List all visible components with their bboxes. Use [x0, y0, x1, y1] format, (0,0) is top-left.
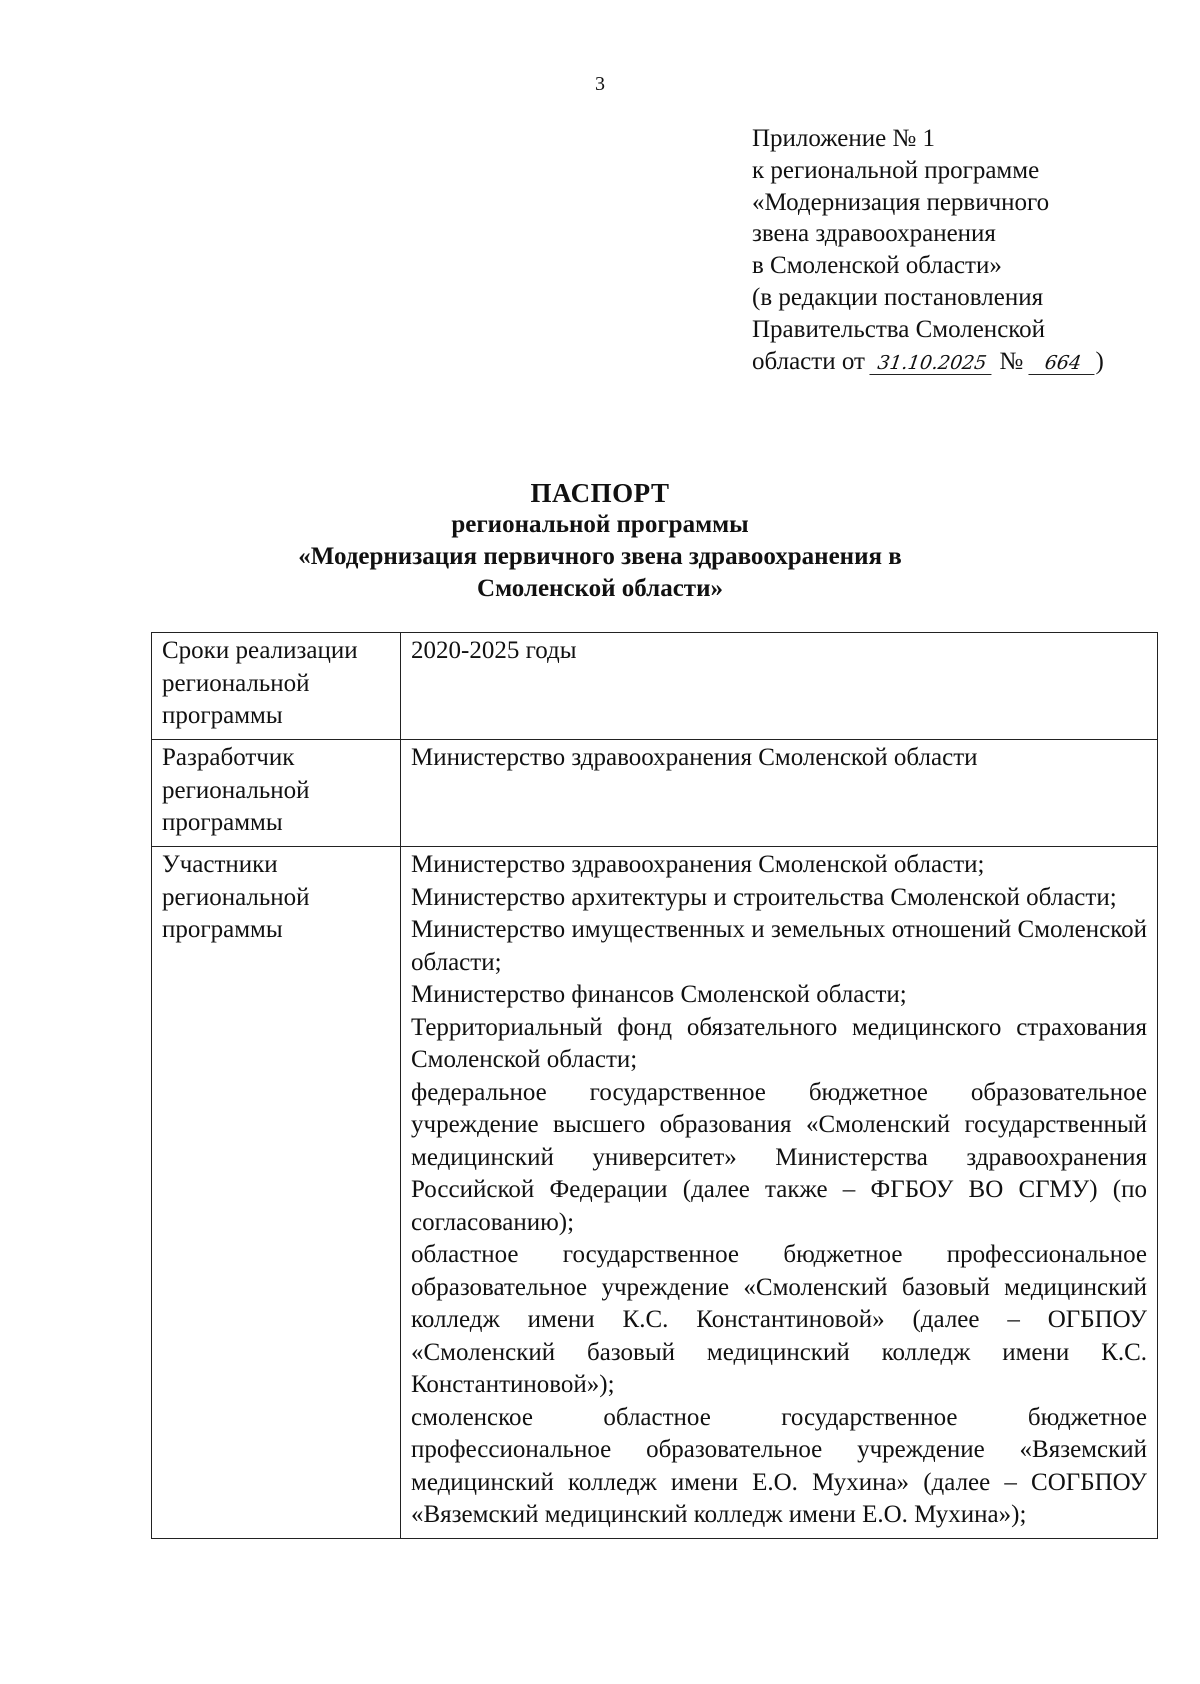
document-title [200, 477, 1000, 605]
appendix-line: звена здравоохранения [752, 220, 996, 248]
row-value-item: Министерство здравоохранения Смоленской области [411, 744, 978, 771]
row-value [401, 740, 1158, 847]
appendix-line: «Модернизация первичного [752, 188, 1050, 216]
participant-item: Министерство имущественных и земельных отношений Смоленской области; [411, 916, 1147, 976]
appendix-date-line [752, 346, 1172, 378]
appendix-line: Правительства Смоленской [752, 315, 1046, 343]
appendix-line: (в редакции постановления [752, 283, 1044, 311]
row-label: Участники региональной программы [152, 847, 401, 1539]
appendix-line: Приложение № 1 [752, 125, 936, 152]
row-label: Разработчик региональной программы [152, 740, 401, 847]
title-line-2: региональной программы [451, 511, 749, 538]
table-row [152, 847, 1158, 1539]
appendix-line: к региональной программе [752, 156, 1040, 184]
participant-item: Территориальный фонд обязательного медицинского страхования Смоленской области; [411, 1013, 1147, 1073]
participant-item: федеральное государственное бюджетное образовательное учреждение высшего образования «Смоленский государственный медицинский университет» Министерства здравоохранения Российской Федерации (далее также – ФГБОУ ВО СГМУ) (по согласованию); [411, 1078, 1147, 1236]
table-row [152, 633, 1158, 740]
participant-item: Министерство здравоохранения Смоленской области; [411, 851, 985, 878]
participant-item: областное государственное бюджетное профессиональное образовательное учреждение «Смоленский базовый медицинский колледж имени К.С. Константиновой» (далее – ОГБПОУ «Смоленский базовый медицинский колледж имени К.С. Константиновой»); [411, 1241, 1147, 1398]
closing-parenthesis: ) [1095, 347, 1104, 375]
appendix-block [752, 123, 1172, 377]
passport-table [151, 632, 1158, 1539]
participant-item: Министерство финансов Смоленской области; [411, 981, 907, 1008]
participant-item: смоленское областное государственное бюджетное профессиональное образовательное учреждение «Вяземский медицинский колледж имени Е.О. Мухина» (далее – СОГБПОУ «Вяземский медицинский колледж имени Е.О. Мухина»); [411, 1403, 1147, 1528]
handwritten-date: 31.10.2025 [870, 352, 995, 375]
table-row [152, 740, 1158, 847]
appendix-line: в Смоленской области» [752, 252, 1002, 280]
participant-item: Министерство архитектуры и строительства Смоленской области; [411, 883, 1117, 911]
title-main: ПАСПОРТ [530, 478, 670, 508]
appendix-date-prefix: области от [752, 347, 865, 375]
row-value-item: 2020-2025 годы [411, 637, 577, 664]
number-sign: № [999, 347, 1024, 375]
title-line-3: «Модернизация первичного звена здравоохранения в [298, 543, 902, 570]
page-number: 3 [595, 73, 605, 95]
title-line-4: Смоленской области» [477, 575, 723, 602]
row-value [401, 847, 1158, 1539]
handwritten-number: 664 [1028, 352, 1097, 375]
row-label: Сроки реализации региональной программы [152, 633, 401, 740]
row-value [401, 633, 1158, 740]
